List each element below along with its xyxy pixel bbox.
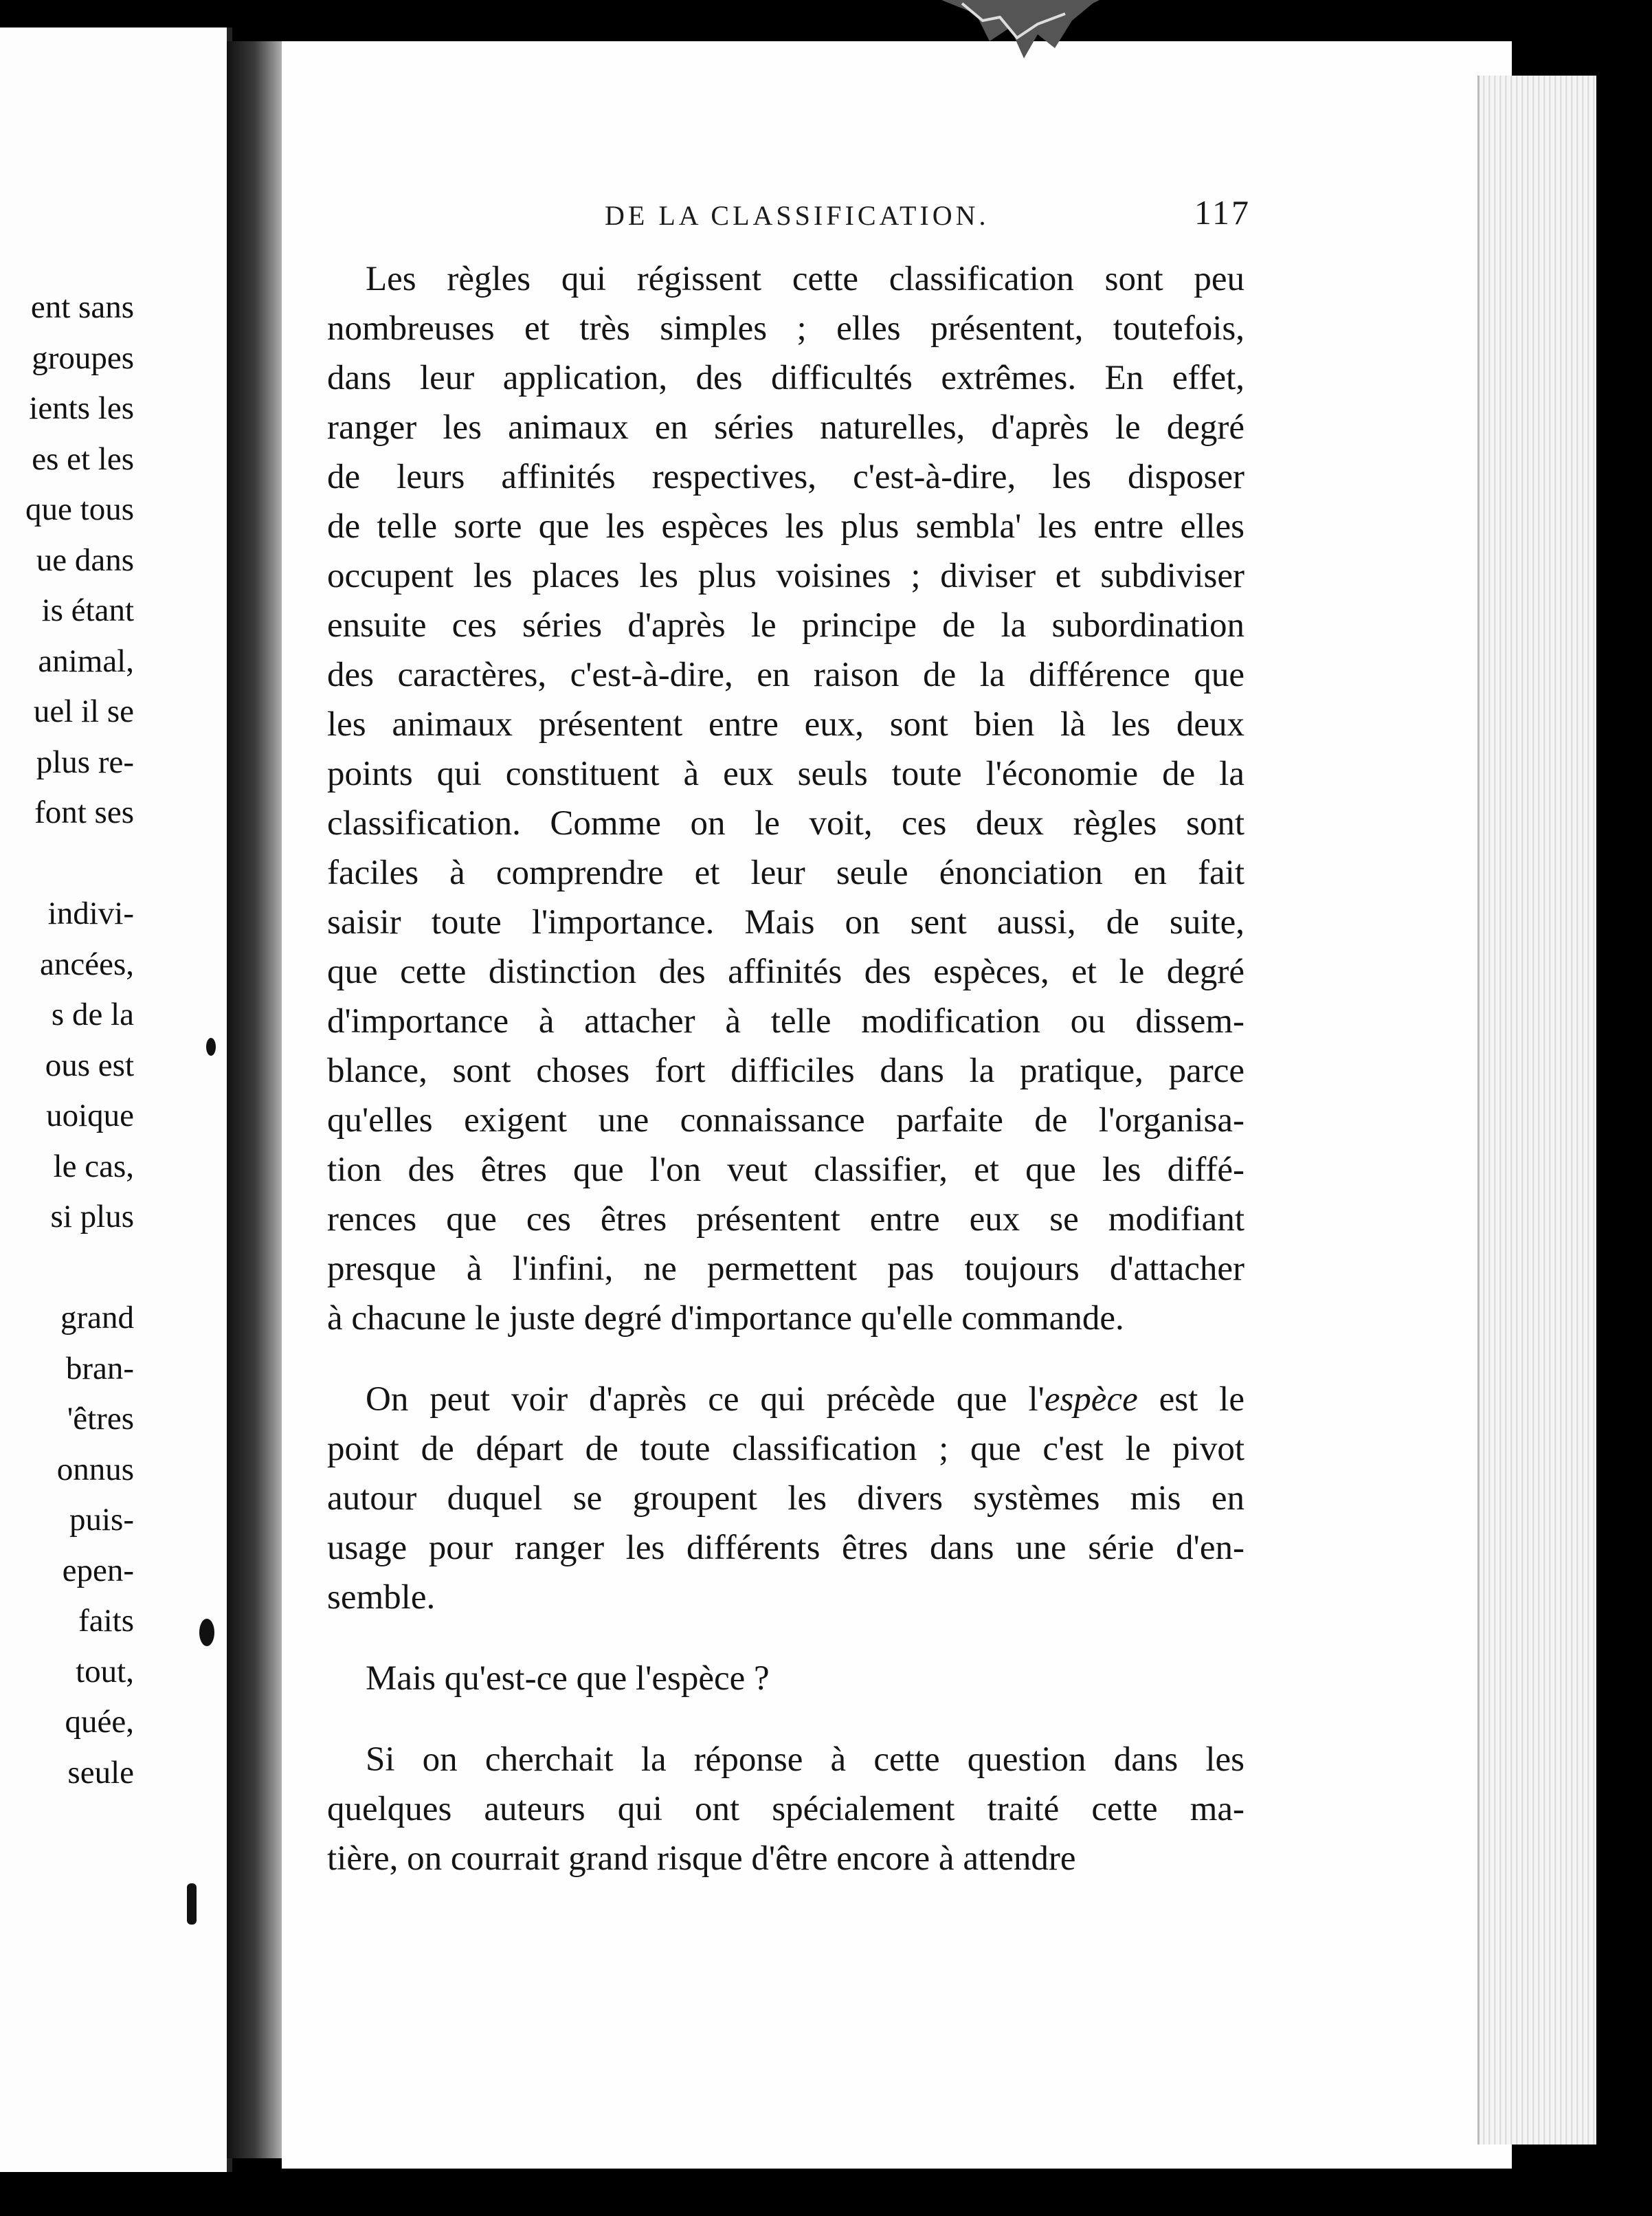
- text-line: nombreuses et très simples ; elles présentent, toutefois,: [327, 309, 1244, 348]
- text-line: point de départ de toute classification ; que c'est le pivot: [327, 1430, 1244, 1468]
- text-line: faciles à comprendre et leur seule énonciation en fait: [327, 854, 1244, 892]
- text-line: les animaux présentent entre eux, sont bien là les deux: [327, 705, 1244, 744]
- facing-page-line: is étant: [41, 592, 134, 628]
- facing-page-line: puis-: [69, 1502, 134, 1538]
- text-line: quelques auteurs qui ont spécialement traité cette ma-: [327, 1790, 1244, 1828]
- facing-page-line: grand: [60, 1300, 134, 1336]
- body-text: [327, 254, 1244, 1883]
- page-number: 117: [1194, 193, 1251, 232]
- facing-page-line: uel il se: [33, 694, 134, 729]
- facing-page-line: animal,: [38, 643, 134, 679]
- text-line: points qui constituent à eux seuls toute l'économie de la: [327, 755, 1244, 793]
- text-line: ranger les animaux en séries naturelles, d'après le degré: [327, 408, 1244, 447]
- text-line: des caractères, c'est-à-dire, en raison de la différence que: [327, 656, 1244, 694]
- facing-page-line: bran-: [65, 1350, 134, 1386]
- facing-page-line: font ses: [34, 795, 134, 830]
- torn-paper-fragment: [935, 0, 1100, 62]
- facing-page-line: s de la: [51, 997, 134, 1032]
- paragraph: [327, 1735, 1244, 1883]
- text-line: Les règles qui régissent cette classification sont peu: [366, 260, 1244, 298]
- text-line: que cette distinction des affinités des espèces, et le degré: [327, 953, 1244, 991]
- facing-page-line: ous est: [45, 1047, 134, 1083]
- facing-page-line: quée,: [65, 1704, 134, 1740]
- paragraph: [327, 1375, 1244, 1622]
- facing-page-line: ients les: [29, 390, 134, 426]
- running-title: DE LA CLASSIFICATION.: [605, 200, 990, 231]
- text-line: saisir toute l'importance. Mais on sent aussi, de suite,: [327, 903, 1244, 942]
- running-head: [605, 192, 1251, 241]
- facing-page-line: que tous: [25, 491, 134, 527]
- page-edges: [1477, 76, 1596, 2145]
- text-line: qu'elles exigent une connaissance parfaite de l'organisa-: [327, 1101, 1244, 1140]
- facing-page-line: ent sans: [30, 289, 134, 325]
- facing-page-line: seule: [67, 1754, 134, 1791]
- text-line: Si on cherchait la réponse à cette question dans les: [366, 1740, 1244, 1779]
- facing-page-line: uoique: [46, 1098, 134, 1133]
- ink-mark: [199, 1619, 214, 1646]
- text-line: usage pour ranger les différents êtres dans une série d'en-: [327, 1529, 1244, 1567]
- facing-page-line: onnus: [56, 1451, 134, 1487]
- facing-page-line: es et les: [32, 441, 134, 477]
- text-line: à chacune le juste degré d'importance qu'elle commande.: [327, 1299, 1124, 1338]
- text-line: Mais qu'est-ce que l'espèce ?: [366, 1659, 770, 1698]
- text-line: semble.: [327, 1578, 436, 1617]
- facing-page-line: indivi-: [47, 896, 134, 931]
- text-line: d'importance à attacher à telle modification ou dissem-: [327, 1002, 1244, 1041]
- text-line: presque à l'infini, ne permettent pas toujours d'attacher: [327, 1250, 1244, 1288]
- italic-term: espèce: [1044, 1380, 1138, 1419]
- text-line: autour duquel se groupent les divers systèmes mis en: [327, 1479, 1244, 1518]
- facing-page-line: ancées,: [40, 946, 134, 982]
- ink-mark: [187, 1883, 197, 1925]
- facing-page-line: ue dans: [36, 542, 134, 578]
- ink-mark: [206, 1038, 216, 1056]
- book-gutter: [227, 41, 289, 2158]
- text-line: rences que ces êtres présentent entre eux se modifiant: [327, 1200, 1244, 1239]
- text-line: occupent les places les plus voisines ; diviser et subdiviser: [327, 557, 1244, 595]
- facing-page-line: faits: [78, 1603, 134, 1639]
- facing-page-line: le cas,: [53, 1148, 134, 1184]
- text-line: ensuite ces séries d'après le principe de la subordination: [327, 606, 1244, 645]
- facing-page-line: si plus: [50, 1199, 134, 1234]
- text-line: On peut voir d'après ce qui précède que l'espèce est le: [366, 1380, 1244, 1419]
- text-line: de leurs affinités respectives, c'est-à-dire, les disposer: [327, 458, 1244, 496]
- text-line: classification. Comme on le voit, ces deux règles sont: [327, 804, 1244, 843]
- paragraph: [327, 1654, 1244, 1703]
- facing-page-line: groupes: [32, 340, 134, 376]
- text-line: blance, sont choses fort difficiles dans la pratique, parce: [327, 1052, 1244, 1090]
- facing-page-line: epen-: [62, 1552, 134, 1588]
- facing-page-line: 'êtres: [67, 1401, 134, 1437]
- facing-page-line: plus re-: [36, 744, 134, 780]
- facing-page-line: tout,: [76, 1653, 134, 1689]
- text-line: de telle sorte que les espèces les plus sembla' les entre elles: [327, 507, 1244, 546]
- text-line: tion des êtres que l'on veut classifier, et que les diffé-: [327, 1151, 1244, 1189]
- text-line: dans leur application, des difficultés extrêmes. En effet,: [327, 359, 1244, 397]
- paragraph: [327, 254, 1244, 1343]
- text-line: tière, on courrait grand risque d'être encore à attendre: [327, 1839, 1076, 1878]
